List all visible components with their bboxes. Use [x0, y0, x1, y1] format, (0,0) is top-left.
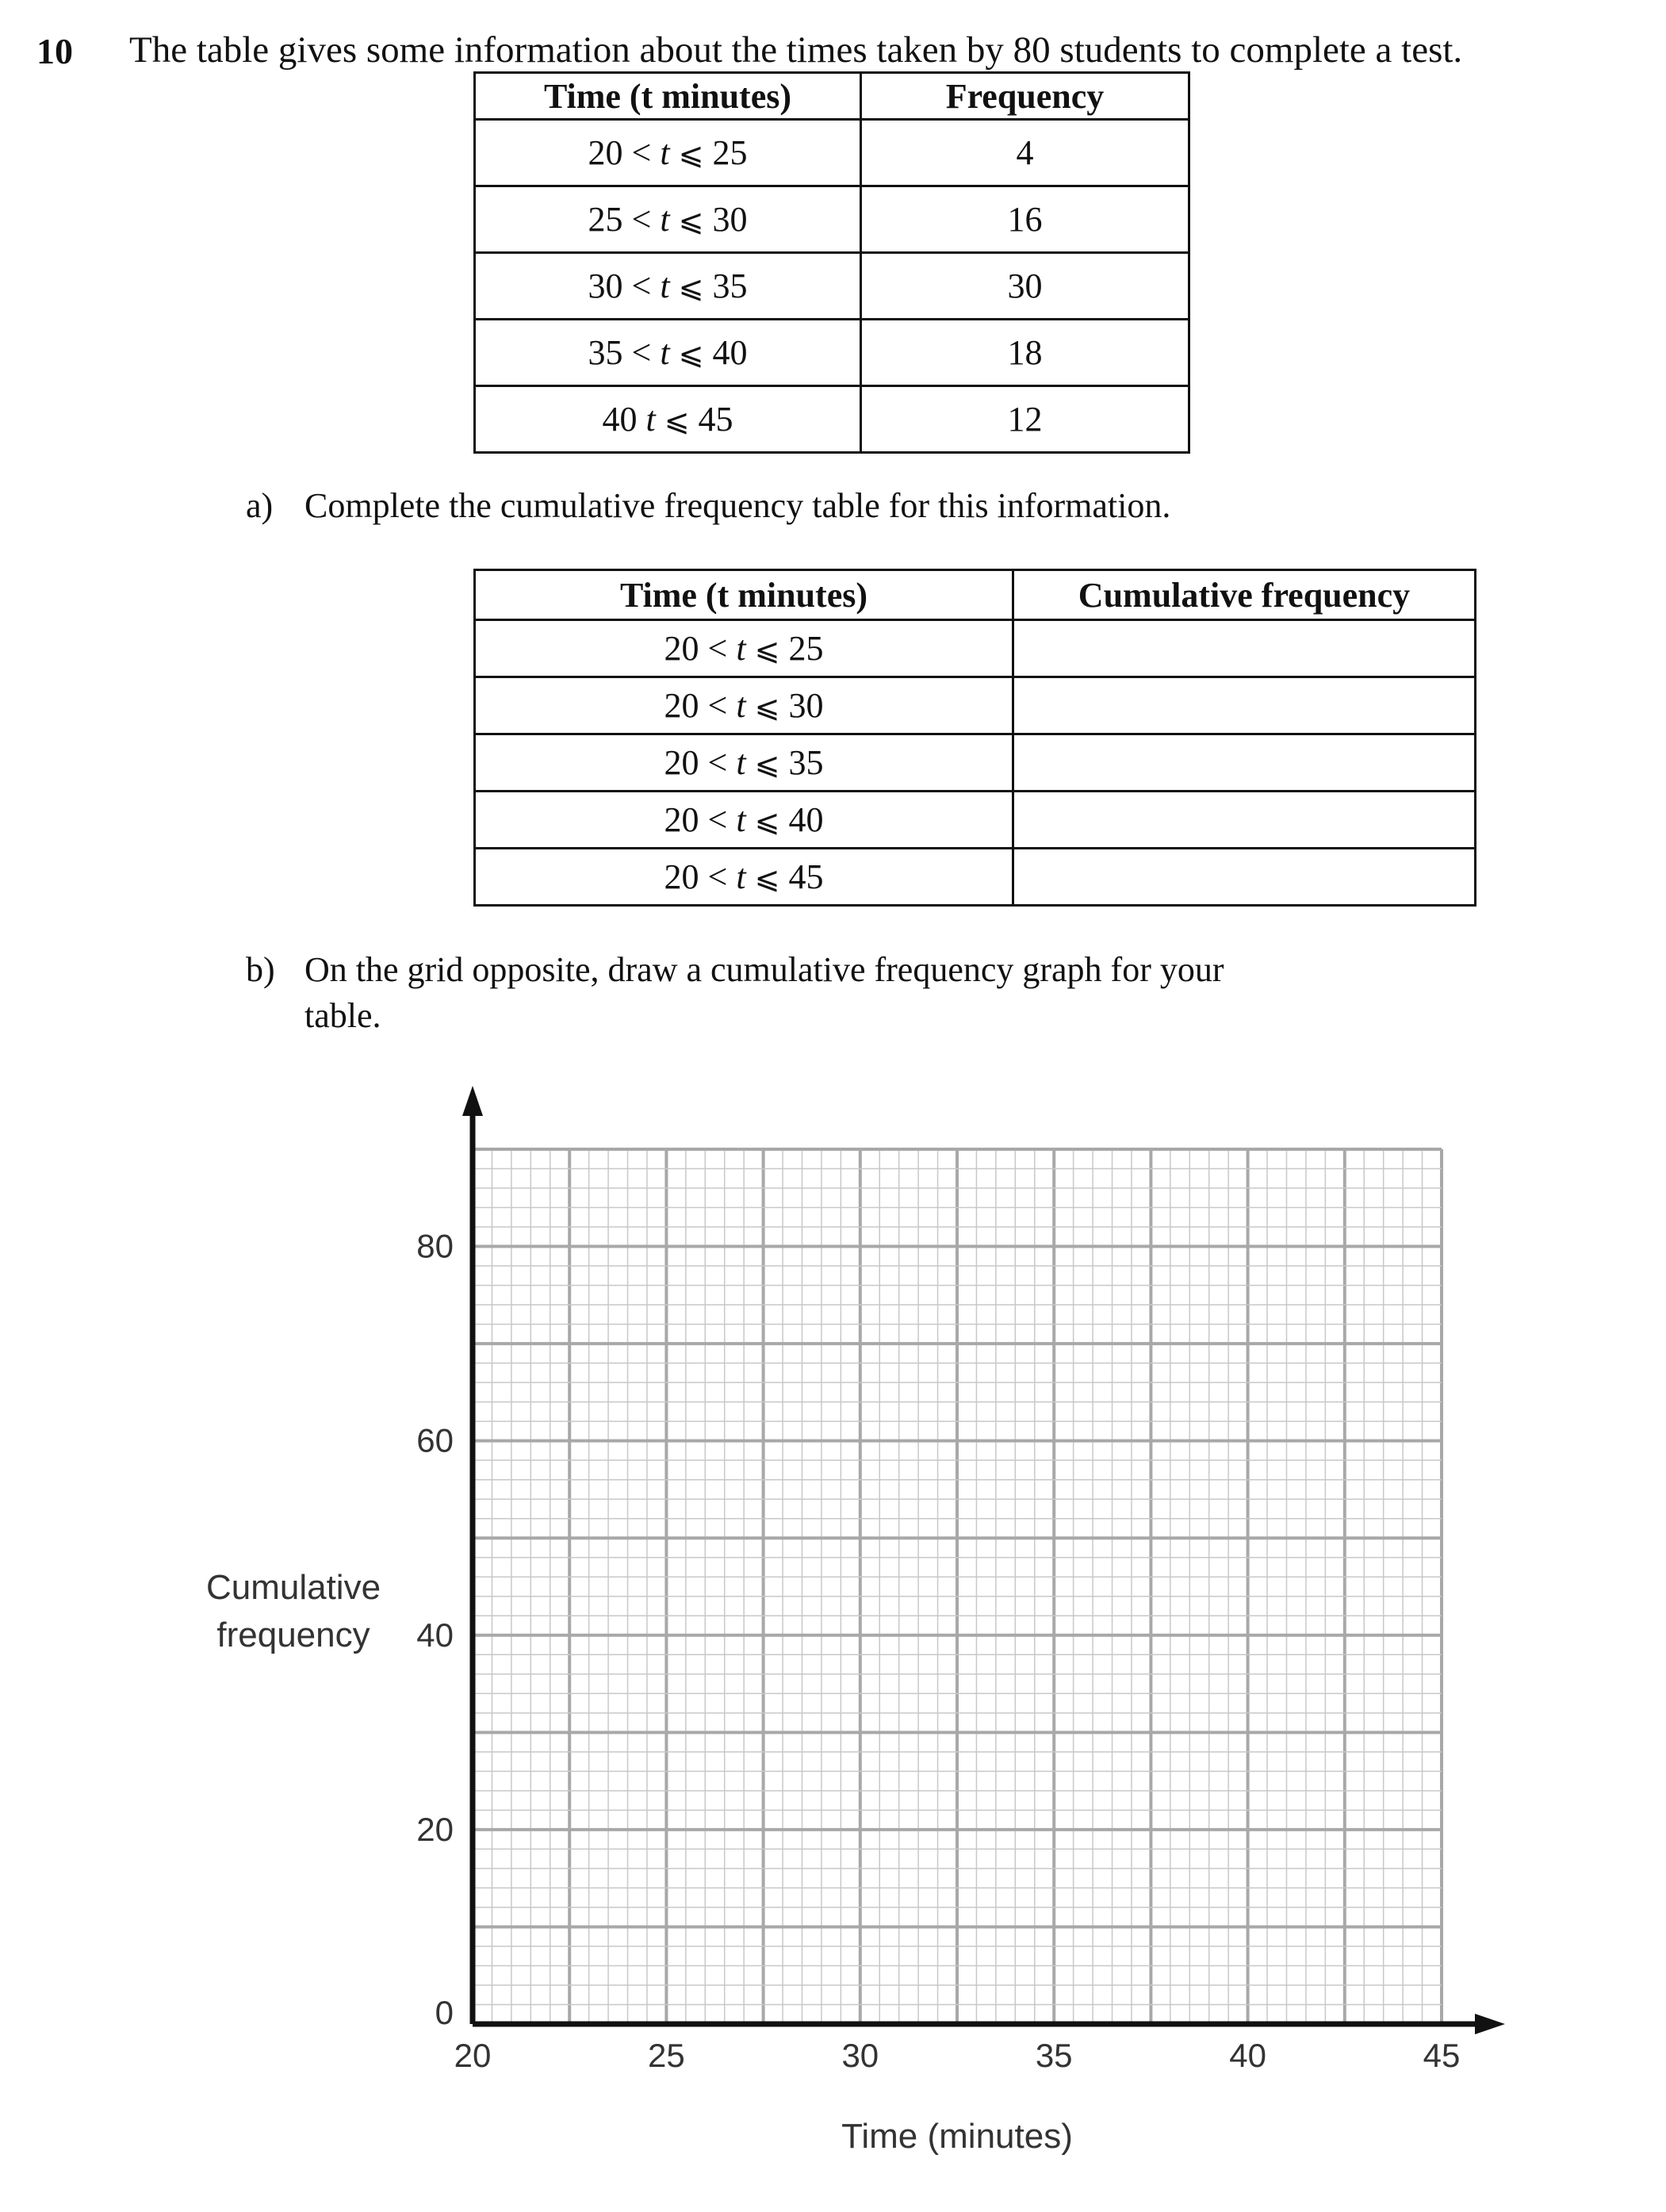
- interval-variable: t: [645, 400, 656, 439]
- interval-operator: ⩽: [678, 136, 704, 171]
- interval-operator: ⩽: [754, 861, 780, 895]
- interval-operator: ⩽: [754, 632, 780, 667]
- question-text: The table gives some information about the times taken by 80 students to complete a test.: [129, 29, 1463, 71]
- interval-lower: 20 <: [664, 743, 728, 782]
- x-axis-label: Time (minutes): [841, 2117, 1073, 2156]
- header-frequency: Frequency: [861, 73, 1189, 120]
- x-tick-label: 20: [454, 2037, 492, 2074]
- interval-upper: 30: [712, 200, 748, 239]
- header-time: Time (t minutes): [475, 73, 861, 120]
- interval-variable: t: [660, 333, 670, 372]
- interval-variable: t: [660, 133, 670, 172]
- interval-lower: 40: [602, 400, 638, 439]
- x-tick-label: 45: [1423, 2037, 1461, 2074]
- interval-variable: t: [736, 743, 746, 782]
- interval-lower: 20 <: [664, 857, 728, 896]
- interval-upper: 45: [788, 857, 824, 896]
- header-cumulative-frequency: Cumulative frequency: [1013, 570, 1476, 620]
- y-axis-label-line2: frequency: [216, 1616, 370, 1654]
- frequency-cell: 12: [861, 386, 1189, 453]
- x-tick-label: 35: [1035, 2037, 1073, 2074]
- interval-upper: 45: [698, 400, 733, 439]
- interval-lower: 30 <: [588, 266, 652, 305]
- interval-upper: 40: [788, 800, 824, 839]
- interval-operator: ⩽: [678, 336, 704, 371]
- interval-upper: 30: [788, 686, 824, 725]
- interval-upper: 25: [788, 629, 824, 668]
- frequency-cell: 4: [861, 120, 1189, 186]
- interval-lower: 20 <: [664, 686, 728, 725]
- y-tick-label: 0: [435, 1994, 454, 2031]
- interval-operator: ⩽: [664, 403, 690, 438]
- x-axis-arrow-icon: [1475, 2014, 1505, 2034]
- interval-upper: 35: [712, 266, 748, 305]
- y-axis-arrow-icon: [462, 1086, 483, 1116]
- frequency-cell: 30: [861, 253, 1189, 320]
- interval-variable: t: [660, 266, 670, 305]
- interval-upper: 40: [712, 333, 748, 372]
- y-tick-label: 80: [416, 1227, 454, 1265]
- y-tick-label: 40: [416, 1616, 454, 1654]
- y-tick-label: 20: [416, 1810, 454, 1848]
- x-tick-label: 40: [1229, 2037, 1266, 2074]
- interval-variable: t: [660, 200, 670, 239]
- interval-lower: 20 <: [664, 629, 728, 668]
- y-tick-label: 60: [416, 1421, 454, 1459]
- interval-operator: ⩽: [678, 203, 704, 238]
- part-b-label: b): [246, 950, 275, 989]
- interval-lower: 25 <: [588, 200, 652, 239]
- interval-variable: t: [736, 629, 746, 668]
- interval-operator: ⩽: [754, 746, 780, 781]
- interval-variable: t: [736, 857, 746, 896]
- interval-operator: ⩽: [754, 803, 780, 838]
- interval-operator: ⩽: [678, 270, 704, 305]
- x-tick-label: 25: [648, 2037, 685, 2074]
- question-number: 10: [36, 31, 73, 71]
- part-b-text-line2: table.: [304, 996, 381, 1035]
- interval-variable: t: [736, 686, 746, 725]
- frequency-cell: 18: [861, 320, 1189, 386]
- interval-lower: 20 <: [664, 800, 728, 839]
- interval-lower: 35 <: [588, 333, 652, 372]
- interval-upper: 35: [788, 743, 824, 782]
- frequency-cell: 16: [861, 186, 1189, 253]
- interval-variable: t: [736, 800, 746, 839]
- part-b-text-line1: On the grid opposite, draw a cumulative frequency graph for your: [304, 950, 1224, 989]
- part-a-text: Complete the cumulative frequency table for this information.: [304, 486, 1171, 525]
- y-axis-label-line1: Cumulative: [205, 1568, 381, 1607]
- part-a-label: a): [246, 486, 274, 525]
- interval-operator: ⩽: [754, 689, 780, 724]
- interval-lower: 20 <: [588, 133, 652, 172]
- x-tick-label: 30: [841, 2037, 879, 2074]
- interval-upper: 25: [712, 133, 748, 172]
- header-time: Time (t minutes): [475, 570, 1013, 620]
